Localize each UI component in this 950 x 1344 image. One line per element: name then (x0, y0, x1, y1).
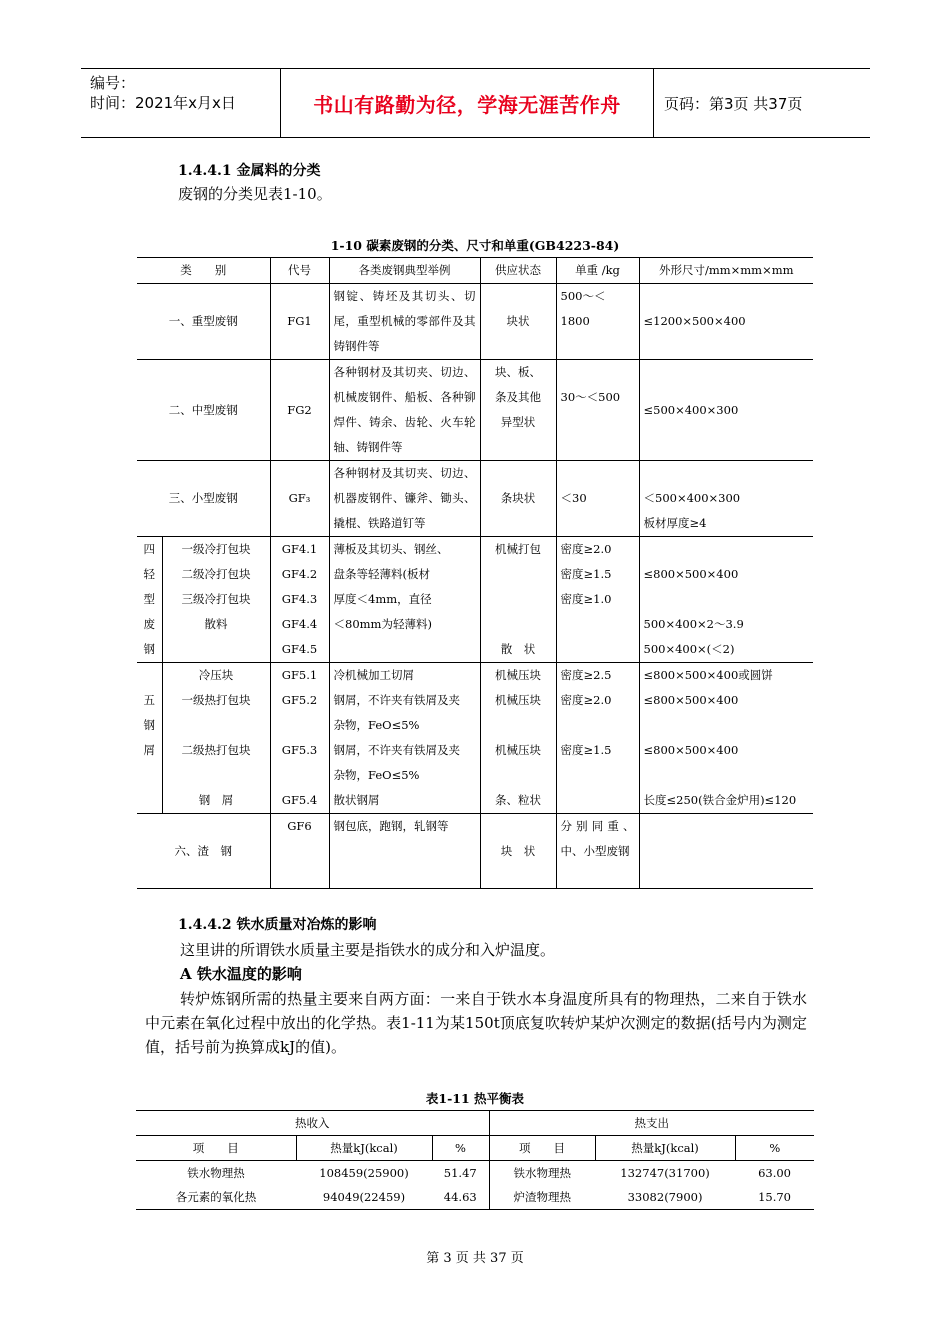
code-item: GF5.3 (281, 743, 318, 757)
cell-weight: 30～＜500 (556, 360, 639, 461)
sub-item: 散料 (204, 617, 228, 631)
section-1442-p1: 这里讲的所谓铁水质量主要是指铁水的成分和入炉温度。 (180, 941, 556, 959)
size-line: 500×400×(＜2) (643, 642, 735, 656)
example-line: 薄板及其切头、钢丝、 (333, 542, 449, 556)
table-header-row (137, 258, 813, 284)
th-heat: 热量kJ(kcal) (595, 1136, 735, 1161)
size-line: 长度≤250(铁合金炉用)≤120 (643, 793, 797, 807)
group-char: 钢 (143, 718, 155, 732)
heat-balance-table (136, 1110, 814, 1210)
cell: 33082(7900) (595, 1185, 735, 1210)
cell-size: ≤500×400×300 (639, 360, 813, 461)
table-row (136, 1161, 814, 1186)
example-line: 钢屑，不许夹有铁屑及夹 (333, 743, 460, 757)
supply-line: 散 状 (500, 642, 536, 656)
cell: 铁水物理热 (513, 1166, 572, 1180)
example-line: 散状钢屑 (333, 793, 380, 807)
cell: 炉渣物理热 (489, 1185, 595, 1210)
group5-label (137, 663, 162, 814)
th-weight: 单重 /kg (556, 258, 639, 284)
cell-code: FG2 (270, 360, 329, 461)
group-char: 四 (143, 542, 155, 556)
cell-supply: 块 状 (480, 814, 556, 889)
cell-supply: 块状 (480, 284, 556, 360)
cell: 44.63 (432, 1185, 489, 1210)
example-line: 杂物，FeO≤5% (333, 718, 420, 732)
section-title-1441: 1.4.4.1 金属料的分类 (178, 163, 321, 179)
th-size: 外形尺寸/mm×mm×mm (639, 258, 813, 284)
cell-size (639, 814, 813, 889)
cell: 铁水物理热 (187, 1166, 245, 1180)
sub-item: 二级冷打包块 (181, 567, 251, 581)
cell-category: 一、重型废钢 (137, 284, 270, 360)
cell-size (639, 461, 813, 537)
group5-subs (162, 663, 270, 814)
code-item: GF4.2 (281, 567, 318, 581)
table-row (137, 360, 813, 461)
cell-weight: 分别同重、中、小型废钢 (556, 814, 639, 889)
cell: 51.47 (432, 1161, 489, 1186)
th-example: 各类废钢典型举例 (329, 258, 480, 284)
example-line: 盘条等轻薄料(板材 (333, 567, 430, 581)
cell: 108459(25900) (319, 1166, 409, 1180)
group4-label (137, 537, 162, 663)
th-item: 项 目 (136, 1136, 296, 1161)
group4-size (639, 537, 813, 663)
page-footer: 第 3 页 共 37 页 (426, 1251, 524, 1266)
group4-subs (162, 537, 270, 663)
code-item: GF4.4 (281, 617, 318, 631)
scrap-steel-table (137, 257, 813, 889)
th-supply: 供应状态 (480, 258, 556, 284)
example-line: 厚度＜4mm，直径 (333, 592, 432, 606)
size-line: ≤800×500×400或圆饼 (643, 668, 773, 682)
cell: 94049(22459) (296, 1185, 432, 1210)
sub-item: 冷压块 (198, 668, 234, 682)
group5-size (639, 663, 813, 814)
group4-supply (480, 537, 556, 663)
table-row (137, 663, 813, 814)
supply-line: 条、粒状 (495, 793, 541, 807)
group4-example (329, 537, 480, 663)
weight-line: 密度≥1.5 (560, 567, 612, 581)
table-1-11-caption: 表1-11 热平衡表 (425, 1091, 525, 1106)
th-code: 代号 (270, 258, 329, 284)
cell-category: 三、小型废钢 (137, 461, 270, 537)
weight-line: 密度≥2.0 (560, 693, 612, 707)
supply-line: 机械压块 (495, 693, 541, 707)
group-char: 钢 (143, 642, 155, 656)
section-1441-text: 废钢的分类见表1-10。 (178, 185, 332, 203)
group-char: 屑 (143, 743, 155, 757)
header-time: 时间：2021年x月x日 (90, 94, 236, 112)
cell-weight: 500～＜1800 (556, 284, 639, 360)
cell-code: FG1 (270, 284, 329, 360)
cell: 15.70 (735, 1185, 814, 1210)
code-item: GF4.1 (281, 542, 318, 556)
table-1-10-caption: 1-10 碳素废钢的分类、尺寸和单重(GB4223-84) (330, 238, 620, 253)
size-line: ≤800×500×400 (643, 567, 739, 581)
cell-category: 六、渣 钢 (137, 814, 270, 889)
page-header (81, 68, 870, 138)
table-group-row (136, 1111, 814, 1136)
group-char: 五 (143, 693, 155, 707)
supply-line: 机械打包 (495, 542, 541, 556)
group5-example (329, 663, 480, 814)
supply-line: 机械压块 (495, 668, 541, 682)
sub-item: 一级热打包块 (181, 693, 251, 707)
size-line: 500×400×2～3.9 (643, 617, 744, 631)
group4-codes (270, 537, 329, 663)
table-row (137, 461, 813, 537)
group4-weight (556, 537, 639, 663)
code-item: GF5.2 (281, 693, 318, 707)
size-line: ≤800×500×400 (643, 693, 739, 707)
example-line: 冷机械加工切屑 (333, 668, 414, 682)
sub-item: 三级冷打包块 (181, 592, 251, 606)
th-category: 类 别 (137, 258, 270, 284)
weight-line: 密度≥1.0 (560, 592, 612, 606)
th-item: 项 目 (489, 1136, 595, 1161)
table-row (137, 537, 813, 663)
sub-item: 二级热打包块 (181, 743, 251, 757)
group5-codes (270, 663, 329, 814)
header-motto: 书山有路勤为径，学海无涯苦作舟 (281, 69, 654, 137)
income-header: 热收入 (136, 1111, 489, 1136)
cell-example: 钢锭、铸坯及其切头、切尾，重型机械的零部件及其铸钢件等 (329, 284, 480, 360)
size-line: ＜500×400×300 (643, 491, 741, 505)
group5-weight (556, 663, 639, 814)
cell-weight: ＜30 (556, 461, 639, 537)
header-page-number: 页码：第3页 共37页 (664, 94, 803, 113)
group-char: 轻 (143, 567, 155, 581)
cell-supply: 块、板、条及其他异型状 (480, 360, 556, 461)
cell-example: 各种钢材及其切夹、切边、机器废钢件、镰斧、锄头、撬棍、铁路道钉等 (329, 461, 480, 537)
code-item: GF5.4 (281, 793, 318, 807)
table-row (136, 1185, 814, 1210)
code-item: GF4.5 (281, 642, 318, 656)
cell-example: 钢包底，跑钢，轧钢等 (329, 814, 480, 889)
table-row (137, 284, 813, 360)
table-row (137, 814, 813, 889)
weight-line: 密度≥2.5 (560, 668, 612, 682)
supply-line: 机械压块 (495, 743, 541, 757)
weight-line: 密度≥1.5 (560, 743, 612, 757)
group-char: 废 (143, 617, 155, 631)
group-char: 型 (143, 592, 155, 606)
subsection-a-title: A 铁水温度的影响 (180, 965, 302, 983)
size-line: ≤800×500×400 (643, 743, 739, 757)
cell-size: ≤1200×500×400 (639, 284, 813, 360)
header-meta (81, 69, 281, 137)
expense-header: 热支出 (489, 1111, 814, 1136)
th-heat: 热量kJ(kcal) (296, 1136, 432, 1161)
size-line: 板材厚度≥4 (643, 516, 707, 530)
cell-code: GF6 (270, 814, 329, 889)
cell: 各元素的氧化热 (136, 1185, 296, 1210)
cell-category: 二、中型废钢 (137, 360, 270, 461)
group5-supply (480, 663, 556, 814)
code-item: GF5.1 (281, 668, 318, 682)
cell: 63.00 (758, 1166, 792, 1180)
cell-example: 各种钢材及其切夹、切边、机械废钢件、船板、各种铆焊件、铸余、齿轮、火车轮轴、铸钢件等 (329, 360, 480, 461)
th-percent: % (735, 1136, 814, 1161)
example-line: 钢屑，不许夹有铁屑及夹 (333, 693, 460, 707)
section-title-1442: 1.4.4.2 铁水质量对冶炼的影响 (178, 917, 377, 933)
weight-line: 密度≥2.0 (560, 542, 612, 556)
cell-supply: 条块状 (480, 461, 556, 537)
example-line: ＜80mm为轻薄料) (333, 617, 432, 631)
cell: 132747(31700) (620, 1166, 710, 1180)
code-item: GF4.3 (281, 592, 318, 606)
cell-code: GF₃ (270, 461, 329, 537)
sub-item: 一级冷打包块 (181, 542, 251, 556)
example-line: 杂物，FeO≤5% (333, 768, 420, 782)
sub-item (167, 637, 266, 662)
table-header-row (136, 1136, 814, 1161)
sub-item: 钢 屑 (198, 793, 234, 807)
section-1442-p2: 转炉炼钢所需的热量主要来自两方面：一来自于铁水本身温度所具有的物理热，二来自于铁水中元素在氧化过程中放出的化学热。表1-11为某150t顶底复吹转炉某炉次测定的数据(括号内为测定值，括号前为换算成kJ的值)。 (145, 990, 807, 1056)
header-number: 编号： (90, 74, 136, 92)
th-percent: % (432, 1136, 489, 1161)
